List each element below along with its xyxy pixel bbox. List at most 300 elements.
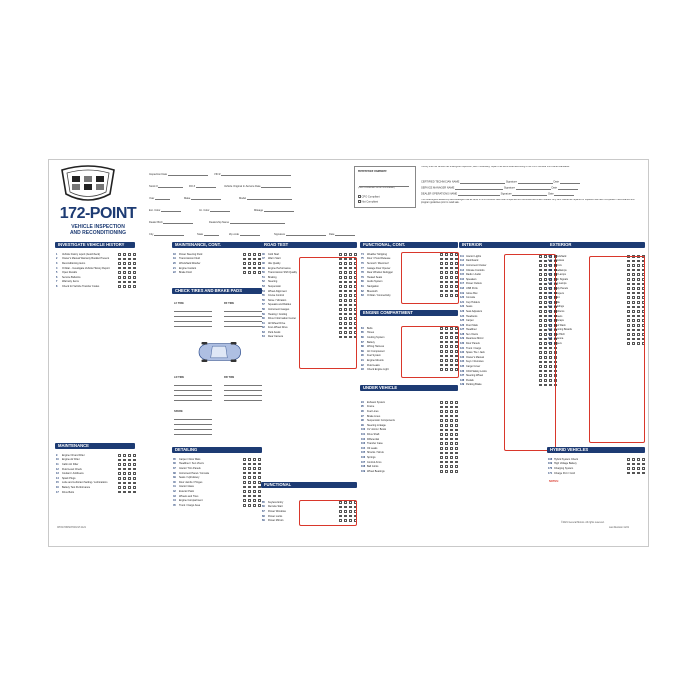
item-label: Cold Start bbox=[268, 252, 280, 256]
checkbox-na[interactable] bbox=[455, 465, 458, 468]
checkbox-na[interactable] bbox=[133, 271, 136, 274]
checkbox-pass[interactable] bbox=[243, 495, 246, 498]
checkbox-pass[interactable] bbox=[243, 267, 246, 270]
checkbox-na[interactable] bbox=[642, 467, 645, 470]
checkbox-replace[interactable] bbox=[253, 262, 256, 265]
checkbox-repair[interactable] bbox=[123, 258, 126, 261]
field-city[interactable]: City bbox=[149, 232, 184, 236]
field-date[interactable]: Date bbox=[329, 232, 355, 236]
tire-measure-line[interactable] bbox=[174, 421, 212, 425]
tire-measure-line[interactable] bbox=[224, 313, 262, 317]
tire-measure-line[interactable] bbox=[224, 308, 262, 312]
item-number: 125 bbox=[460, 319, 465, 323]
checkbox-replace[interactable] bbox=[128, 267, 131, 270]
checkbox-na[interactable] bbox=[133, 463, 136, 466]
checkbox-pass[interactable] bbox=[118, 468, 121, 471]
checkbox-na[interactable] bbox=[455, 438, 458, 441]
checkbox-pass[interactable] bbox=[440, 410, 443, 413]
item-number: 1 bbox=[56, 252, 58, 256]
item-number: 96 bbox=[361, 409, 364, 413]
checkbox-replace[interactable] bbox=[253, 495, 256, 498]
checkbox-replace[interactable] bbox=[253, 504, 256, 507]
checkbox-na[interactable] bbox=[133, 459, 136, 462]
field-model[interactable]: Model bbox=[239, 196, 292, 200]
field-stock[interactable]: Stock # bbox=[149, 184, 183, 188]
checkbox-replace[interactable] bbox=[253, 467, 256, 470]
checkbox-pass[interactable] bbox=[243, 490, 246, 493]
checkbox-pass[interactable] bbox=[627, 467, 630, 470]
checkbox-na[interactable] bbox=[455, 406, 458, 409]
checkbox-na[interactable] bbox=[258, 463, 261, 466]
checkbox-repair[interactable] bbox=[248, 472, 251, 475]
checkbox-na[interactable] bbox=[455, 419, 458, 422]
checkbox-replace[interactable] bbox=[450, 415, 453, 418]
item-label: Charging System bbox=[554, 466, 574, 470]
checkbox-replace[interactable] bbox=[128, 454, 131, 457]
checkbox-na[interactable] bbox=[258, 490, 261, 493]
field-inspection-date[interactable]: Inspection Date bbox=[149, 172, 208, 176]
item-label: Engine Oil and Filter bbox=[62, 453, 85, 457]
item-label: Interior Trim Panels bbox=[179, 466, 201, 470]
checkbox-replace[interactable] bbox=[128, 262, 131, 265]
checkbox-pass[interactable] bbox=[627, 458, 630, 461]
tire-measure-line[interactable] bbox=[174, 416, 212, 420]
checkbox-na[interactable] bbox=[258, 271, 261, 274]
cert-line-dealer-operations[interactable]: DEALER OPERATIONS NAME Signature Date bbox=[421, 192, 643, 196]
checkbox-replace[interactable] bbox=[450, 452, 453, 455]
checkbox-replace[interactable] bbox=[349, 253, 352, 256]
checkbox-na[interactable] bbox=[455, 447, 458, 450]
field-in-service-date[interactable]: Vehicle Original In-Service Date bbox=[224, 184, 291, 188]
checkbox-replace[interactable] bbox=[253, 458, 256, 461]
section-under: UNDER VEHICLE bbox=[360, 385, 458, 391]
checkbox-na[interactable] bbox=[133, 276, 136, 279]
item-number: 45 bbox=[173, 503, 176, 507]
checkbox-pass[interactable] bbox=[440, 406, 443, 409]
tire-measure-line[interactable] bbox=[224, 387, 262, 391]
checkbox-repair[interactable] bbox=[344, 253, 347, 256]
item-number: 5 bbox=[56, 271, 58, 275]
tire-measure-line[interactable] bbox=[224, 323, 262, 327]
checkbox-replace[interactable] bbox=[637, 463, 640, 466]
checkbox-repair[interactable] bbox=[248, 467, 251, 470]
checkbox-repair[interactable] bbox=[248, 504, 251, 507]
checkbox-replace[interactable] bbox=[253, 258, 256, 261]
checkbox-replace[interactable] bbox=[128, 491, 131, 494]
checkbox-pass[interactable] bbox=[243, 258, 246, 261]
checkbox-repair[interactable] bbox=[445, 433, 448, 436]
checkbox-pass[interactable] bbox=[440, 438, 443, 441]
checkbox-na[interactable] bbox=[455, 470, 458, 473]
checkbox-pass[interactable] bbox=[243, 467, 246, 470]
checkbox-replace[interactable] bbox=[253, 271, 256, 274]
checkbox-pass[interactable] bbox=[243, 463, 246, 466]
checkbox-replace[interactable] bbox=[128, 271, 131, 274]
checkbox-pass[interactable] bbox=[243, 271, 246, 274]
field-vin[interactable]: VIN # bbox=[214, 172, 291, 176]
checkbox-pass[interactable] bbox=[440, 424, 443, 427]
checkbox-replace[interactable] bbox=[637, 458, 640, 461]
checkbox-replace[interactable] bbox=[450, 433, 453, 436]
checkbox-na[interactable] bbox=[133, 281, 136, 284]
checkbox-replace[interactable] bbox=[128, 477, 131, 480]
checkbox-replace[interactable] bbox=[128, 459, 131, 462]
checkbox-repair[interactable] bbox=[123, 482, 126, 485]
item-label: Battery bbox=[367, 340, 375, 344]
checkbox-na[interactable] bbox=[455, 461, 458, 464]
not-compliant-option[interactable]: Not Compliant bbox=[358, 200, 378, 204]
checkbox-pass[interactable] bbox=[440, 452, 443, 455]
tire-measure-line[interactable] bbox=[224, 382, 262, 386]
tire-measure-line[interactable] bbox=[174, 387, 212, 391]
checkbox-pass[interactable] bbox=[440, 401, 443, 404]
checkbox-repair[interactable] bbox=[123, 459, 126, 462]
checkbox-repair[interactable] bbox=[123, 253, 126, 256]
checkbox-repair[interactable] bbox=[248, 463, 251, 466]
checkbox-pass[interactable] bbox=[243, 504, 246, 507]
checkbox-pass[interactable] bbox=[118, 482, 121, 485]
item-number: 15 bbox=[56, 481, 59, 485]
checkbox-replace[interactable] bbox=[450, 470, 453, 473]
checkbox-repair[interactable] bbox=[248, 262, 251, 265]
checkbox-repair[interactable] bbox=[123, 271, 126, 274]
tire-measure-line[interactable] bbox=[174, 392, 212, 396]
checkbox-repair[interactable] bbox=[123, 276, 126, 279]
field-year[interactable]: Year bbox=[149, 196, 170, 200]
checkbox-pass[interactable] bbox=[118, 253, 121, 256]
checkbox-replace[interactable] bbox=[128, 482, 131, 485]
field-zip[interactable]: Zip code bbox=[229, 232, 260, 236]
item-number: 54 bbox=[262, 289, 265, 293]
field-int-color[interactable]: Int. Color bbox=[199, 208, 230, 212]
checkbox-na[interactable] bbox=[455, 456, 458, 459]
checkbox-repair[interactable] bbox=[248, 476, 251, 479]
checkbox-repair[interactable] bbox=[445, 456, 448, 459]
tire-measure-line[interactable] bbox=[174, 318, 212, 322]
checkbox-repair[interactable] bbox=[445, 401, 448, 404]
checkbox-replace[interactable] bbox=[253, 490, 256, 493]
checkbox-na[interactable] bbox=[258, 499, 261, 502]
item-label: Sun Visors bbox=[466, 332, 479, 336]
checkbox-pass[interactable] bbox=[243, 262, 246, 265]
checkbox-repair[interactable] bbox=[445, 452, 448, 455]
checkbox-repair[interactable] bbox=[123, 262, 126, 265]
item-label: Interior Lights bbox=[466, 254, 482, 258]
checkbox-replace[interactable] bbox=[450, 447, 453, 450]
item-label: Seat Adjusters bbox=[466, 309, 483, 313]
checkbox-na[interactable] bbox=[455, 401, 458, 404]
checkbox-repair[interactable] bbox=[445, 438, 448, 441]
checkbox-repair[interactable] bbox=[248, 258, 251, 261]
checkbox-replace[interactable] bbox=[253, 267, 256, 270]
checkbox-na[interactable] bbox=[133, 491, 136, 494]
item-number: 136 bbox=[460, 369, 465, 373]
checkbox-pass[interactable] bbox=[243, 481, 246, 484]
checkbox-pass[interactable] bbox=[440, 461, 443, 464]
checkbox-na[interactable] bbox=[133, 482, 136, 485]
checkbox-pass[interactable] bbox=[118, 267, 121, 270]
checkbox-na[interactable] bbox=[258, 472, 261, 475]
checkbox-pass[interactable] bbox=[440, 447, 443, 450]
checkbox-replace[interactable] bbox=[253, 481, 256, 484]
checkbox-na[interactable] bbox=[455, 442, 458, 445]
item-number: 88 bbox=[361, 345, 364, 349]
checkbox-na[interactable] bbox=[455, 415, 458, 418]
checkbox-repair[interactable] bbox=[445, 410, 448, 413]
checkbox-na[interactable] bbox=[455, 433, 458, 436]
item-label: CV Joints / Boots bbox=[367, 428, 387, 432]
checkbox-replace[interactable] bbox=[128, 281, 131, 284]
checkbox-replace[interactable] bbox=[450, 442, 453, 445]
checkbox-replace[interactable] bbox=[253, 463, 256, 466]
tire-measure-line[interactable] bbox=[174, 308, 212, 312]
field-mileage[interactable]: Mileage bbox=[254, 208, 294, 212]
item-number: 127 bbox=[460, 328, 465, 332]
checkbox-replace[interactable] bbox=[128, 285, 131, 288]
checkbox-replace[interactable] bbox=[253, 499, 256, 502]
checkbox-replace[interactable] bbox=[253, 486, 256, 489]
checkbox-pass[interactable] bbox=[440, 456, 443, 459]
checkbox-repair[interactable] bbox=[248, 499, 251, 502]
item-label: Weather Stripping bbox=[367, 252, 387, 256]
checkbox-pass[interactable] bbox=[118, 477, 121, 480]
checkbox-pass[interactable] bbox=[440, 470, 443, 473]
checkbox-repair[interactable] bbox=[123, 285, 126, 288]
checkbox-na[interactable] bbox=[455, 452, 458, 455]
checkbox-pass[interactable] bbox=[118, 276, 121, 279]
checkbox-na[interactable] bbox=[133, 468, 136, 471]
checkbox-pass[interactable] bbox=[440, 465, 443, 468]
checkbox-repair[interactable] bbox=[445, 447, 448, 450]
checkbox-replace[interactable] bbox=[128, 276, 131, 279]
section-road-test: ROAD TEST bbox=[261, 242, 357, 248]
checkbox-replace[interactable] bbox=[128, 258, 131, 261]
tire-measure-line[interactable] bbox=[174, 426, 212, 430]
item-number: 94 bbox=[361, 400, 364, 404]
checkbox-repair[interactable] bbox=[445, 406, 448, 409]
tire-measure-line[interactable] bbox=[174, 382, 212, 386]
checkbox-na[interactable] bbox=[133, 285, 136, 288]
checkbox-replace[interactable] bbox=[128, 486, 131, 489]
checkbox-pass[interactable] bbox=[118, 285, 121, 288]
checkbox-na[interactable] bbox=[354, 253, 357, 256]
item-label: Engine Mounts bbox=[367, 358, 384, 362]
checkbox-pass[interactable] bbox=[627, 463, 630, 466]
item-label: Rear Camera bbox=[268, 335, 284, 339]
checkbox-replace[interactable] bbox=[450, 461, 453, 464]
checkbox-repair[interactable] bbox=[248, 253, 251, 256]
checkbox-repair[interactable] bbox=[123, 468, 126, 471]
checkbox-pass[interactable] bbox=[118, 463, 121, 466]
checkbox-na[interactable] bbox=[642, 458, 645, 461]
checkbox-pass[interactable] bbox=[118, 258, 121, 261]
checkbox-repair[interactable] bbox=[445, 461, 448, 464]
checkbox-na[interactable] bbox=[258, 267, 261, 270]
checkbox-replace[interactable] bbox=[253, 472, 256, 475]
checkbox-na[interactable] bbox=[133, 472, 136, 475]
checkbox-pass[interactable] bbox=[243, 486, 246, 489]
item-number: 121 bbox=[460, 300, 465, 304]
item-number: 117 bbox=[460, 282, 465, 286]
item-number: 141 bbox=[548, 259, 553, 263]
checkbox-pass[interactable] bbox=[118, 281, 121, 284]
checkbox-replace[interactable] bbox=[450, 410, 453, 413]
checkbox-replace[interactable] bbox=[450, 429, 453, 432]
checkbox-na[interactable] bbox=[133, 253, 136, 256]
field-make[interactable]: Make bbox=[184, 196, 221, 200]
item-label: Noise / Vibration bbox=[268, 298, 287, 302]
checkbox-replace[interactable] bbox=[450, 406, 453, 409]
checkbox-pass[interactable] bbox=[243, 253, 246, 256]
item-number: 75 bbox=[361, 257, 364, 261]
checkbox-na[interactable] bbox=[642, 472, 645, 475]
checkbox-replace[interactable] bbox=[450, 419, 453, 422]
item-number: 37 bbox=[173, 466, 176, 470]
checkbox-pass[interactable] bbox=[243, 499, 246, 502]
tire-measure-line[interactable] bbox=[174, 323, 212, 327]
checkbox-repair[interactable] bbox=[123, 486, 126, 489]
checkbox-repair[interactable] bbox=[445, 470, 448, 473]
tire-measure-line[interactable] bbox=[224, 397, 262, 401]
checkbox-repair[interactable] bbox=[123, 477, 126, 480]
checkbox-pass[interactable] bbox=[339, 253, 342, 256]
checkbox-pass[interactable] bbox=[440, 415, 443, 418]
field-ext-color[interactable]: Ext. Color bbox=[149, 208, 181, 212]
checkbox-na[interactable] bbox=[133, 258, 136, 261]
section-tires-brakes: CHECK TIRES AND BRAKE PADS bbox=[172, 288, 262, 294]
checkbox-na[interactable] bbox=[133, 267, 136, 270]
item-number: 60 bbox=[262, 317, 265, 321]
checkbox-replace[interactable] bbox=[128, 472, 131, 475]
checkbox-repair[interactable] bbox=[632, 467, 635, 470]
field-state[interactable]: State bbox=[197, 232, 219, 236]
checkbox-na[interactable] bbox=[258, 476, 261, 479]
item-label: Turn Signals bbox=[554, 277, 568, 281]
checkbox-repair[interactable] bbox=[445, 424, 448, 427]
checkbox-pass[interactable] bbox=[118, 486, 121, 489]
checkbox-na[interactable] bbox=[258, 458, 261, 461]
checkbox-na[interactable] bbox=[133, 454, 136, 457]
tire-measure-line[interactable] bbox=[174, 397, 212, 401]
checkbox-na[interactable] bbox=[133, 486, 136, 489]
field-dealer-bac[interactable]: Dealer BAC bbox=[149, 220, 193, 224]
checkbox-pass[interactable] bbox=[118, 271, 121, 274]
cert-line-technician[interactable]: CERTIFIED TECHNICIAN NAME Signature Date bbox=[421, 180, 643, 184]
checkbox-na[interactable] bbox=[258, 253, 261, 256]
item-number: 106 bbox=[361, 455, 366, 459]
checkbox-repair[interactable] bbox=[445, 465, 448, 468]
checkbox-na[interactable] bbox=[642, 463, 645, 466]
tire-measure-line[interactable] bbox=[224, 318, 262, 322]
checkbox-pass[interactable] bbox=[118, 454, 121, 457]
checkbox-replace[interactable] bbox=[128, 253, 131, 256]
checkbox-repair[interactable] bbox=[445, 419, 448, 422]
checkbox-replace[interactable] bbox=[253, 253, 256, 256]
checkbox-pass[interactable] bbox=[440, 433, 443, 436]
checkbox-pass[interactable] bbox=[243, 458, 246, 461]
checkbox-pass[interactable] bbox=[243, 476, 246, 479]
checkbox-replace[interactable] bbox=[450, 465, 453, 468]
checkbox-na[interactable] bbox=[258, 495, 261, 498]
field-ro[interactable]: RO # bbox=[189, 184, 216, 188]
checkbox-na[interactable] bbox=[133, 477, 136, 480]
item-number: 40 bbox=[173, 480, 176, 484]
checkbox-repair[interactable] bbox=[632, 458, 635, 461]
checkbox-repair[interactable] bbox=[248, 490, 251, 493]
checkbox-repair[interactable] bbox=[248, 458, 251, 461]
checkbox-repair[interactable] bbox=[248, 267, 251, 270]
checkbox-na[interactable] bbox=[455, 410, 458, 413]
checkbox-repair[interactable] bbox=[248, 495, 251, 498]
tire-measure-line[interactable] bbox=[224, 392, 262, 396]
cert-line-service-manager[interactable]: SERVICE MANAGER NAME Signature Date bbox=[421, 186, 643, 190]
checkbox-repair[interactable] bbox=[123, 267, 126, 270]
checkbox-na[interactable] bbox=[455, 424, 458, 427]
checkbox-repair[interactable] bbox=[123, 454, 126, 457]
item-label: Frame bbox=[367, 405, 375, 409]
checkbox-replace[interactable] bbox=[450, 438, 453, 441]
checkbox-repair[interactable] bbox=[632, 463, 635, 466]
checkbox-repair[interactable] bbox=[123, 463, 126, 466]
checkbox-repair[interactable] bbox=[248, 486, 251, 489]
checkbox-pass[interactable] bbox=[440, 429, 443, 432]
checkbox-pass[interactable] bbox=[440, 419, 443, 422]
checkbox-na[interactable] bbox=[258, 262, 261, 265]
checkbox-repair[interactable] bbox=[123, 472, 126, 475]
checkbox-pass[interactable] bbox=[118, 262, 121, 265]
checkbox-repair[interactable] bbox=[445, 415, 448, 418]
checkbox-na[interactable] bbox=[258, 467, 261, 470]
checkbox-repair[interactable] bbox=[445, 442, 448, 445]
item-number: 169 bbox=[548, 462, 553, 466]
checkbox-repair[interactable] bbox=[445, 429, 448, 432]
checkbox-pass[interactable] bbox=[440, 442, 443, 445]
checkbox-na[interactable] bbox=[258, 258, 261, 261]
checkbox-pass[interactable] bbox=[627, 472, 630, 475]
checkbox-na[interactable] bbox=[258, 504, 261, 507]
checkbox-na[interactable] bbox=[455, 429, 458, 432]
item-label: Control Arms bbox=[367, 460, 382, 464]
tire-measure-line[interactable] bbox=[174, 313, 212, 317]
checkbox-replace[interactable] bbox=[450, 424, 453, 427]
checkbox-repair[interactable] bbox=[632, 472, 635, 475]
checkbox-replace[interactable] bbox=[128, 468, 131, 471]
checkbox-repair[interactable] bbox=[123, 281, 126, 284]
checkbox-replace[interactable] bbox=[450, 456, 453, 459]
checkbox-na[interactable] bbox=[133, 262, 136, 265]
checkbox-repair[interactable] bbox=[248, 271, 251, 274]
checkbox-replace[interactable] bbox=[450, 401, 453, 404]
checkbox-repair[interactable] bbox=[248, 481, 251, 484]
checkbox-repair[interactable] bbox=[123, 491, 126, 494]
checkbox-pass[interactable] bbox=[118, 459, 121, 462]
item-label: Engine Compartment bbox=[179, 499, 203, 503]
checkbox-replace[interactable] bbox=[637, 467, 640, 470]
tire-measure-line[interactable] bbox=[174, 431, 212, 435]
item-label: Warranty Items bbox=[62, 280, 79, 284]
checkbox-replace[interactable] bbox=[128, 463, 131, 466]
checkbox-pass[interactable] bbox=[243, 472, 246, 475]
field-dealership-name[interactable]: Dealership Name bbox=[209, 220, 285, 224]
cpo-compliant-option[interactable]: CPO Compliant bbox=[358, 195, 380, 199]
checkbox-replace[interactable] bbox=[253, 476, 256, 479]
field-signature[interactable]: Signature bbox=[274, 232, 326, 236]
checkbox-pass[interactable] bbox=[118, 472, 121, 475]
checkbox-pass[interactable] bbox=[118, 491, 121, 494]
checkbox-replace[interactable] bbox=[637, 472, 640, 475]
item-label: Paint bbox=[554, 296, 560, 300]
item-label: Radio / Audio bbox=[466, 273, 481, 277]
